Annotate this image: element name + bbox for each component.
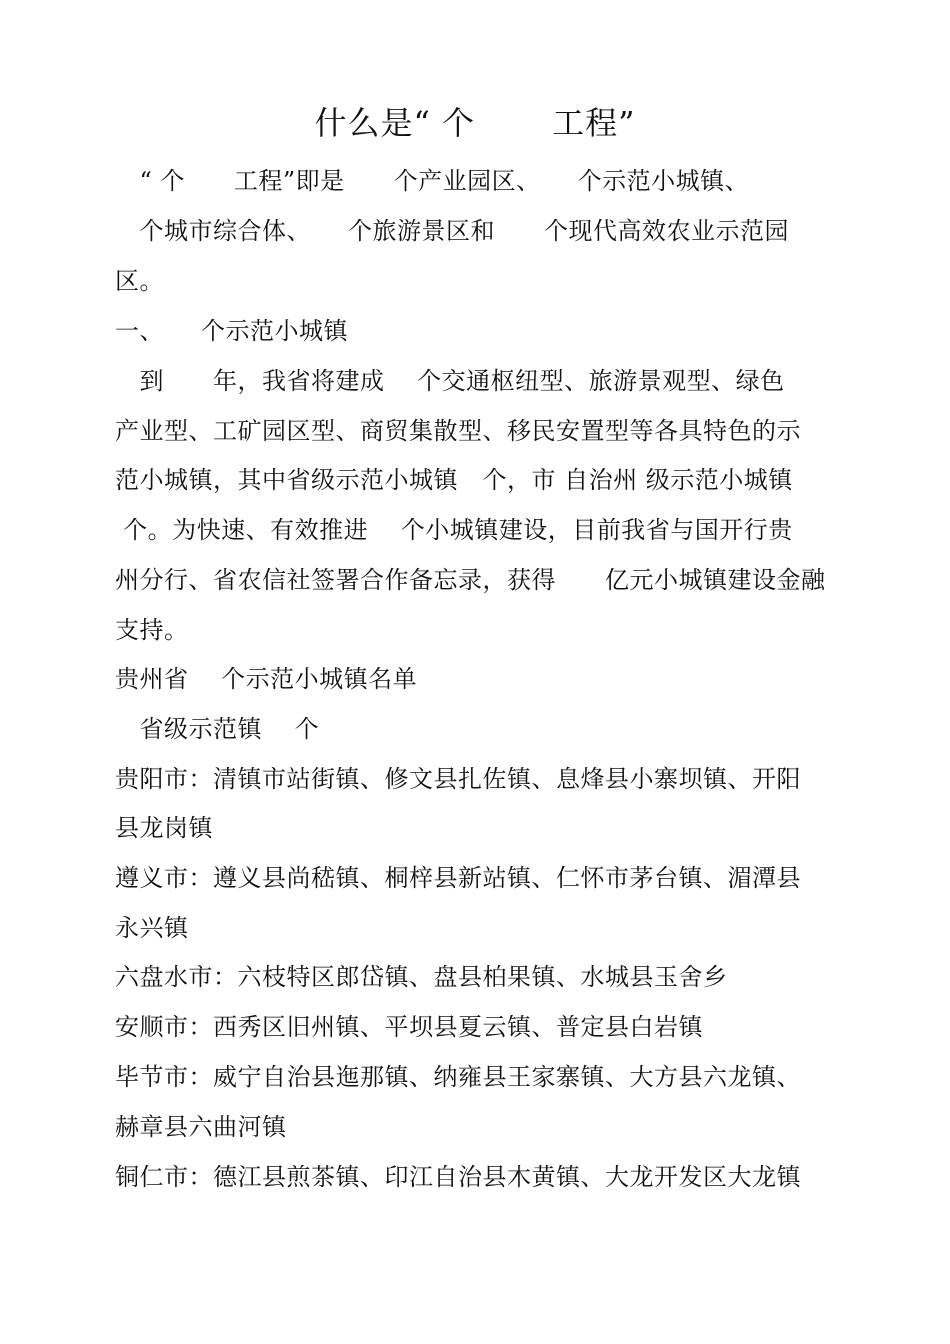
paragraph-line-3: 区。 (115, 267, 164, 295)
list-item-bijie-cont: 赫章县六曲河镇 (115, 1113, 287, 1141)
list-item-bijie: 毕节市：威宁自治县迤那镇、纳雍县王家寨镇、大方县六龙镇、 (115, 1063, 801, 1091)
paragraph-line-10: 支持。 (115, 616, 189, 644)
paragraph-line-9: 州分行、省农信社签署合作备忘录，获得 亿元小城镇建设金融 (115, 566, 826, 594)
list-item-liupanshui: 六盘水市：六枝特区郎岱镇、盘县柏果镇、水城县玉舍乡 (115, 963, 728, 991)
paragraph-line-5: 到 年，我省将建成 个交通枢纽型、旅游景观型、绿色 (115, 367, 785, 395)
section-heading: 一、 个示范小城镇 (115, 317, 348, 345)
document-title: 什么是“ 个 工程” (314, 104, 636, 142)
paragraph-line-6: 产业型、工矿园区型、商贸集散型、移民安置型等各具特色的示 (115, 417, 801, 445)
paragraph-line-8: 个。为快速、有效推进 个小城镇建设，目前我省与国开行贵 (115, 516, 793, 544)
list-item-zunyi: 遵义市：遵义县尚嵇镇、桐梓县新站镇、仁怀市茅台镇、湄潭县 (115, 864, 801, 892)
list-item-guiyang-cont: 县龙岗镇 (115, 814, 213, 842)
paragraph-line-7: 范小城镇，其中省级示范小城镇 个，市 自治州 级示范小城镇 (115, 466, 793, 494)
paragraph-line-2: 个城市综合体、 个旅游景区和 个现代高效农业示范园 (115, 217, 789, 245)
list-subheading: 省级示范镇 个 (115, 715, 320, 743)
list-item-tongren: 铜仁市：德江县煎茶镇、印江自治县木黄镇、大龙开发区大龙镇 (115, 1163, 801, 1191)
paragraph-line-1: “ 个 工程”即是 个产业园区、 个示范小城镇、 (115, 167, 750, 195)
list-item-zunyi-cont: 永兴镇 (115, 914, 189, 942)
list-item-guiyang: 贵阳市：清镇市站街镇、修文县扎佐镇、息烽县小寨坝镇、开阳 (115, 765, 801, 793)
list-heading: 贵州省 个示范小城镇名单 (115, 665, 418, 693)
list-item-anshun: 安顺市：西秀区旧州镇、平坝县夏云镇、普定县白岩镇 (115, 1013, 703, 1041)
